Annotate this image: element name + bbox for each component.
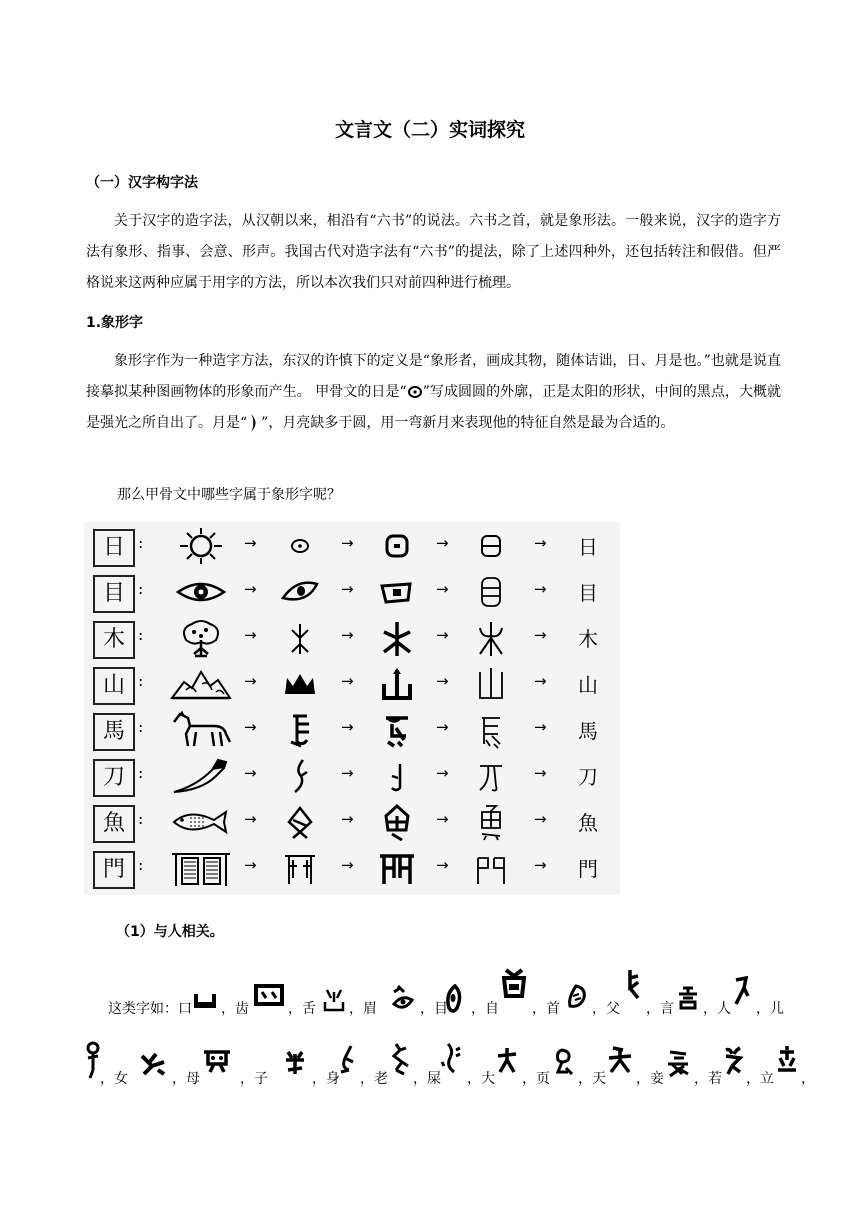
excrement-oracle-glyph — [440, 1042, 462, 1074]
modern-character: 目 — [578, 581, 598, 605]
ruo-oracle-glyph — [722, 1046, 744, 1076]
old-oracle-glyph — [390, 1042, 410, 1076]
moon-oracle-icon — [247, 412, 261, 434]
sun-seal-stage-icon — [468, 526, 514, 566]
list-item: 口 — [178, 1001, 192, 1017]
list-item: ，儿 — [756, 1001, 784, 1017]
body-oracle-glyph — [337, 1044, 357, 1074]
tooth-oracle-glyph — [254, 982, 284, 1008]
document-title: 文言文（二）实词探究 — [334, 119, 525, 141]
tree-oracle-stage-icon — [277, 618, 323, 658]
modern-character: 山 — [578, 673, 598, 697]
son-oracle-glyph — [284, 1048, 306, 1076]
character-evolution-figure — [84, 522, 620, 895]
evolution-row-shan: 山 : → → → → 山 — [84, 662, 620, 706]
eye-picture-icon — [168, 572, 234, 612]
character-box: 刀 — [93, 759, 135, 797]
modern-character: 馬 — [578, 719, 598, 743]
list-item: ，女 — [100, 1071, 128, 1087]
knife-oracle-stage-icon — [277, 756, 323, 796]
head-oracle-glyph — [566, 984, 588, 1010]
list-item: ，老 — [360, 1071, 388, 1087]
intro-paragraph: 关于汉字的造字法，从汉朝以来，相沿有“六书”的说法。六书之首，就是象形法。一般来说，汉字的造字方法有象形、指事、会意、形声。我国古代对造字法有“六书”的提法，除了上述四种外，还包括转注和假借。但严格说来这两种应属于用字的方法，所以本次我们只对前四种进行梳理。 — [86, 213, 781, 291]
mountain-seal-stage-icon — [468, 664, 514, 704]
character-box: 木 — [93, 621, 135, 659]
eye-oracle-glyph — [443, 984, 463, 1014]
list-item: ，页 — [522, 1071, 550, 1087]
horse-seal-stage-icon — [468, 710, 514, 750]
character-box: 門 — [93, 851, 135, 889]
list-item: ，屎 — [413, 1071, 441, 1087]
character-box: 目 — [93, 575, 135, 613]
list-item: ，子 — [240, 1071, 268, 1087]
section-heading: （一）汉字构字法 — [86, 175, 198, 191]
list-item: ，母 — [172, 1071, 200, 1087]
self-nose-oracle-glyph — [500, 968, 528, 1000]
list-item: ，齿 — [221, 1001, 249, 1017]
stand-oracle-glyph — [776, 1044, 798, 1074]
person-oracle-glyph — [732, 976, 752, 1006]
list-item: ，首 — [532, 1001, 560, 1017]
category-heading: （1）与人相关。 — [116, 924, 224, 940]
list-lead: 这类字如： — [108, 1001, 178, 1017]
door-bronze-stage-icon — [374, 848, 420, 888]
evolution-row-men: 門 : → → → → 門 — [84, 846, 620, 890]
modern-character: 木 — [578, 627, 598, 651]
tree-bronze-stage-icon — [374, 618, 420, 658]
evolution-row-yu: 魚 : → → → → 魚 — [84, 800, 620, 844]
list-item: ，若 — [694, 1071, 722, 1087]
horse-bronze-stage-icon — [374, 710, 420, 750]
sun-picture-icon — [168, 526, 234, 566]
evolution-row-ri: 日 : → → → → 日 — [84, 524, 620, 568]
sky-oracle-glyph — [607, 1046, 633, 1074]
eye-seal-stage-icon — [468, 572, 514, 612]
subsection-heading: 1.象形字 — [86, 315, 144, 331]
list-item: ，人 — [703, 1001, 731, 1017]
horse-picture-icon — [168, 710, 234, 750]
sun-oracle-stage-icon — [277, 526, 323, 566]
child-oracle-glyph — [86, 1040, 100, 1080]
sun-bronze-stage-icon — [374, 526, 420, 566]
list-item: ，舌 — [288, 1001, 316, 1017]
fish-picture-icon — [168, 802, 234, 842]
modern-character: 門 — [578, 857, 598, 881]
list-item: ，言 — [646, 1001, 674, 1017]
fish-seal-stage-icon — [468, 802, 514, 842]
pictograph-paragraph: 象形字作为一种造字方法，东汉的许慎下的定义是“象形者，画成其物，随体诘诎，日、月是也。”也就是说直接摹拟某种图画物体的形象而产生。 甲骨文的日是“ ”写成圆圆的外廓，正是太阳的形状，中间的黑点，大概就是强光之所自出了。月是“ ”，月亮缺多于圆，用一弯新月来表现他的特征自然是最为合适的。 — [86, 346, 781, 439]
eye-oracle-stage-icon — [277, 572, 323, 612]
knife-bronze-stage-icon — [374, 756, 420, 796]
fish-bronze-stage-icon — [374, 802, 420, 842]
mountain-bronze-stage-icon — [374, 664, 420, 704]
character-box: 馬 — [93, 713, 135, 751]
human-related-list-line2 — [86, 1068, 815, 1108]
concubine-oracle-glyph — [666, 1050, 690, 1078]
knife-picture-icon — [168, 756, 234, 796]
character-box: 魚 — [93, 805, 135, 843]
list-item: ，眉 — [349, 1001, 377, 1017]
horse-oracle-stage-icon — [277, 710, 323, 750]
list-item: ，自 — [471, 1001, 499, 1017]
list-item: ，目 — [420, 1001, 448, 1017]
tree-seal-stage-icon — [468, 618, 514, 658]
mountain-oracle-stage-icon — [277, 664, 323, 704]
evolution-row-ma: 馬 : → → → → 馬 — [84, 708, 620, 752]
woman-oracle-glyph — [138, 1052, 166, 1076]
door-seal-stage-icon — [468, 848, 514, 888]
modern-character: 日 — [578, 535, 598, 559]
eye-bronze-stage-icon — [374, 572, 420, 612]
mountain-picture-icon — [168, 664, 234, 704]
list-item: ，大 — [467, 1071, 495, 1087]
evolution-row-dao: 刀 : → → → → 刀 — [84, 754, 620, 798]
mouth-oracle-glyph — [194, 990, 216, 1010]
tree-picture-icon — [168, 618, 234, 658]
list-item: ，天 — [578, 1071, 606, 1087]
door-oracle-stage-icon — [277, 848, 323, 888]
father-oracle-glyph — [626, 968, 642, 1002]
character-box: 日 — [93, 529, 135, 567]
modern-character: 刀 — [578, 765, 598, 789]
page-head-oracle-glyph — [552, 1048, 574, 1076]
evolution-row-mu: 目 : → → → → 目 — [84, 570, 620, 614]
list-item: ，妾 — [636, 1071, 664, 1087]
sun-oracle-icon — [407, 385, 423, 399]
list-item: ，立 — [746, 1071, 774, 1087]
human-related-list-line1 — [86, 998, 786, 1038]
door-picture-icon — [168, 848, 234, 888]
mother-oracle-glyph — [202, 1046, 232, 1074]
modern-character: 魚 — [578, 811, 598, 835]
speech-oracle-glyph — [677, 986, 699, 1010]
question-line: 那么甲骨文中哪些字属于象形字呢？ — [117, 487, 341, 503]
evolution-row-mu-tree: 木 : → → → → 木 — [84, 616, 620, 660]
tongue-oracle-glyph — [323, 988, 345, 1012]
list-item: ，身 — [312, 1071, 340, 1087]
list-item: ，父 — [592, 1001, 620, 1017]
list-item: ， — [801, 1071, 815, 1087]
knife-seal-stage-icon — [468, 756, 514, 796]
fish-oracle-stage-icon — [277, 802, 323, 842]
eyebrow-oracle-glyph — [390, 984, 416, 1012]
character-box: 山 — [93, 667, 135, 705]
big-oracle-glyph — [496, 1046, 518, 1074]
